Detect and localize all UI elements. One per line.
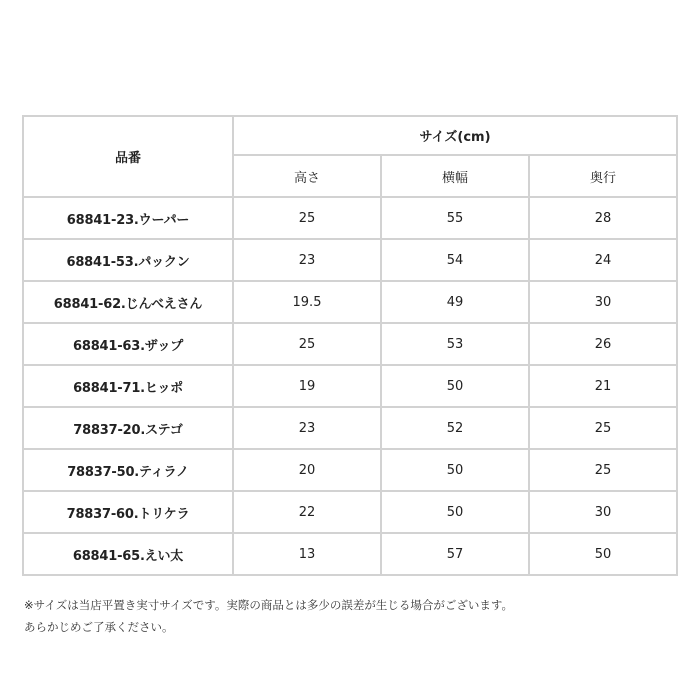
header-depth: 奥行 (529, 155, 677, 197)
table-row (23, 491, 677, 533)
table-row (23, 365, 677, 407)
product-code-cell: 68841-23.ウーパー (23, 197, 233, 239)
product-code-cell: 68841-62.じんべえさん (23, 281, 233, 323)
size-table (22, 115, 678, 576)
product-code-cell: 68841-63.ザップ (23, 323, 233, 365)
width-cell: 49 (381, 281, 529, 323)
height-cell: 19 (233, 365, 381, 407)
depth-cell: 25 (529, 407, 677, 449)
height-cell: 20 (233, 449, 381, 491)
header-product-code: 品番 (23, 116, 233, 197)
height-cell: 19.5 (233, 281, 381, 323)
depth-cell: 30 (529, 491, 677, 533)
table-row (23, 449, 677, 491)
header-width: 横幅 (381, 155, 529, 197)
height-cell: 25 (233, 323, 381, 365)
table-row (23, 281, 677, 323)
width-cell: 50 (381, 491, 529, 533)
height-cell: 22 (233, 491, 381, 533)
depth-cell: 25 (529, 449, 677, 491)
product-code-cell: 78837-50.ティラノ (23, 449, 233, 491)
height-cell: 23 (233, 407, 381, 449)
table-row (23, 533, 677, 575)
width-cell: 50 (381, 449, 529, 491)
header-height: 高さ (233, 155, 381, 197)
depth-cell: 50 (529, 533, 677, 575)
depth-cell: 24 (529, 239, 677, 281)
table-row (23, 407, 677, 449)
depth-cell: 28 (529, 197, 677, 239)
width-cell: 50 (381, 365, 529, 407)
product-code-cell: 68841-53.パックン (23, 239, 233, 281)
width-cell: 52 (381, 407, 529, 449)
product-code-cell: 68841-71.ヒッポ (23, 365, 233, 407)
depth-cell: 30 (529, 281, 677, 323)
width-cell: 57 (381, 533, 529, 575)
table-row (23, 323, 677, 365)
height-cell: 25 (233, 197, 381, 239)
note-line-2: あらかじめご了承ください。 (24, 620, 174, 634)
product-code-cell: 68841-65.えい太 (23, 533, 233, 575)
table-body (23, 197, 677, 575)
table-row (23, 239, 677, 281)
height-cell: 23 (233, 239, 381, 281)
width-cell: 53 (381, 323, 529, 365)
table-row (23, 197, 677, 239)
width-cell: 55 (381, 197, 529, 239)
product-code-cell: 78837-20.ステゴ (23, 407, 233, 449)
product-code-cell: 78837-60.トリケラ (23, 491, 233, 533)
depth-cell: 21 (529, 365, 677, 407)
note-line-1: ※サイズは当店平置き実寸サイズです。実際の商品とは多少の誤差が生じる場合がございます。 (24, 598, 513, 612)
depth-cell: 26 (529, 323, 677, 365)
height-cell: 13 (233, 533, 381, 575)
width-cell: 54 (381, 239, 529, 281)
header-size-group: サイズ(cm) (233, 116, 677, 155)
